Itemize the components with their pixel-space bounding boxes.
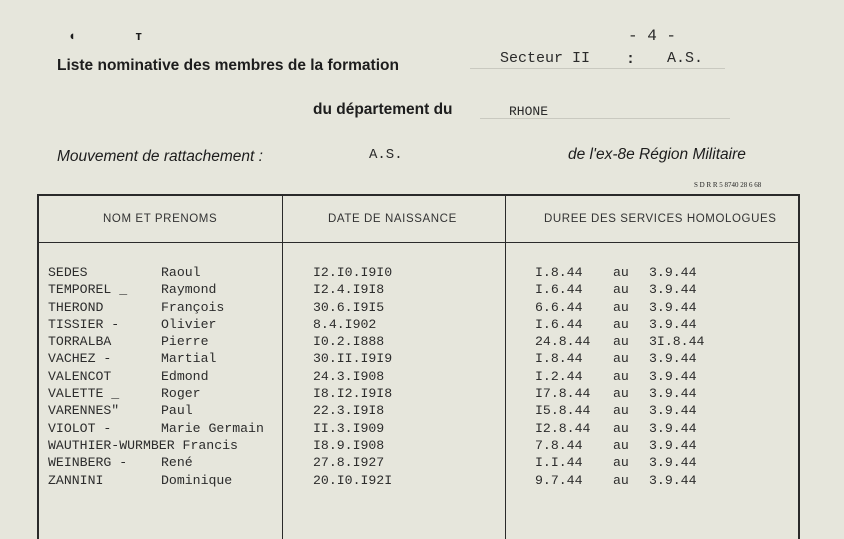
service-start: I.2.44 [535, 368, 583, 384]
birth-date: II.3.I909 [313, 420, 385, 436]
sector-separator: : [626, 51, 636, 68]
table-row [0, 386, 844, 403]
member-surname: SEDES [48, 265, 88, 280]
header-divider [39, 242, 798, 243]
service-au: au [613, 403, 629, 419]
region-label: de l'ex-8e Région Militaire [568, 146, 746, 163]
member-surname: VALENCOT [48, 368, 112, 384]
column-header-birthdate: DATE DE NAISSANCE [328, 213, 457, 225]
birth-date: 24.3.I908 [313, 368, 385, 384]
member-firstname: François [161, 299, 225, 315]
service-end: 3.9.44 [649, 282, 697, 298]
table-body [0, 265, 844, 490]
table-row [0, 455, 844, 472]
service-start: I.6.44 [535, 316, 583, 332]
service-au: au [613, 265, 629, 280]
department-value: RHONE [509, 104, 549, 119]
service-au: au [613, 368, 629, 384]
service-au: au [613, 420, 629, 436]
service-start: 7.8.44 [535, 437, 583, 453]
birth-date: I2.I0.I9I0 [313, 265, 393, 280]
table-row [0, 265, 844, 282]
table-row [0, 438, 844, 455]
member-surname: TISSIER - [48, 316, 120, 332]
service-end: 3.9.44 [649, 455, 697, 471]
table-row [0, 473, 844, 490]
service-au: au [613, 472, 629, 488]
service-au: au [613, 299, 629, 315]
member-surname: VARENNES" [48, 403, 120, 419]
service-end: 3.9.44 [649, 351, 697, 367]
table-row [0, 317, 844, 334]
service-start: I7.8.44 [535, 386, 591, 402]
member-firstname: Raoul [161, 265, 201, 280]
service-start: I5.8.44 [535, 403, 591, 419]
table-row [0, 334, 844, 351]
service-end: 3.9.44 [649, 403, 697, 419]
service-end: 3.9.44 [649, 265, 697, 280]
service-start: I.6.44 [535, 282, 583, 298]
table-row [0, 351, 844, 368]
service-end: 3.9.44 [649, 386, 697, 402]
service-start: I.8.44 [535, 351, 583, 367]
service-end: 3.9.44 [649, 472, 697, 488]
list-title: Liste nominative des membres de la formation [57, 57, 399, 74]
service-end: 3.9.44 [649, 420, 697, 436]
service-start: I.I.44 [535, 455, 583, 471]
birth-date: I0.2.I888 [313, 334, 385, 350]
organisation-value: A.S. [667, 50, 704, 67]
member-firstname: Pierre [161, 334, 209, 350]
page-number: - 4 - [628, 27, 677, 45]
sector-underline [470, 68, 725, 69]
birth-date: 22.3.I9I8 [313, 403, 385, 419]
member-firstname: Paul [161, 403, 193, 419]
service-start: I2.8.44 [535, 420, 591, 436]
birth-date: I8.I2.I9I8 [313, 386, 393, 402]
service-au: au [613, 334, 629, 350]
service-start: 24.8.44 [535, 334, 591, 350]
service-au: au [613, 455, 629, 471]
service-end: 3I.8.44 [649, 334, 705, 350]
service-au: au [613, 386, 629, 402]
service-au: au [613, 351, 629, 367]
service-start: 6.6.44 [535, 299, 583, 315]
member-surname: ZANNINI [48, 472, 104, 488]
member-surname: VALETTE _ [48, 386, 120, 402]
service-end: 3.9.44 [649, 368, 697, 384]
service-end: 3.9.44 [649, 316, 697, 332]
column-header-name: NOM ET PRENOMS [103, 213, 218, 225]
birth-date: 27.8.I927 [313, 455, 385, 471]
table-row [0, 282, 844, 299]
member-surname: VIOLOT - [48, 420, 112, 436]
member-surname: WAUTHIER-WURMBER Francis [48, 437, 238, 453]
corner-marks: ◖ ᴛ [68, 28, 170, 43]
service-start: 9.7.44 [535, 472, 583, 488]
member-firstname: Olivier [161, 316, 217, 332]
member-surname: TORRALBA [48, 334, 112, 350]
movement-label: Mouvement de rattachement : [57, 148, 263, 165]
service-au: au [613, 316, 629, 332]
member-firstname: Raymond [161, 282, 217, 298]
printer-mark: S D R R 5 8740 28 6 68 [694, 181, 762, 189]
birth-date: 20.I0.I92I [313, 472, 393, 488]
member-surname: WEINBERG - [48, 455, 128, 471]
service-au: au [613, 282, 629, 298]
birth-date: I8.9.I908 [313, 437, 385, 453]
table-row [0, 300, 844, 317]
member-surname: VACHEZ - [48, 351, 112, 367]
birth-date: I2.4.I9I8 [313, 282, 385, 298]
service-start: I.8.44 [535, 265, 583, 280]
movement-value: A.S. [369, 147, 403, 163]
column-header-service: DUREE DES SERVICES HOMOLOGUES [544, 213, 777, 225]
member-firstname: Roger [161, 386, 201, 402]
table-row [0, 369, 844, 386]
sector-value: Secteur II [500, 50, 591, 67]
member-firstname: Edmond [161, 368, 209, 384]
service-end: 3.9.44 [649, 299, 697, 315]
member-firstname: Marie Germain [161, 420, 264, 436]
table-row [0, 403, 844, 420]
service-au: au [613, 437, 629, 453]
member-surname: THEROND [48, 299, 104, 315]
birth-date: 30.6.I9I5 [313, 299, 385, 315]
service-end: 3.9.44 [649, 437, 697, 453]
member-firstname: Dominique [161, 472, 233, 488]
member-firstname: Martial [161, 351, 217, 367]
department-label: du département du [313, 101, 453, 118]
member-firstname: René [161, 455, 193, 471]
member-surname: TEMPOREL _ [48, 282, 128, 298]
birth-date: 30.II.I9I9 [313, 351, 393, 367]
table-row [0, 421, 844, 438]
birth-date: 8.4.I902 [313, 316, 377, 332]
